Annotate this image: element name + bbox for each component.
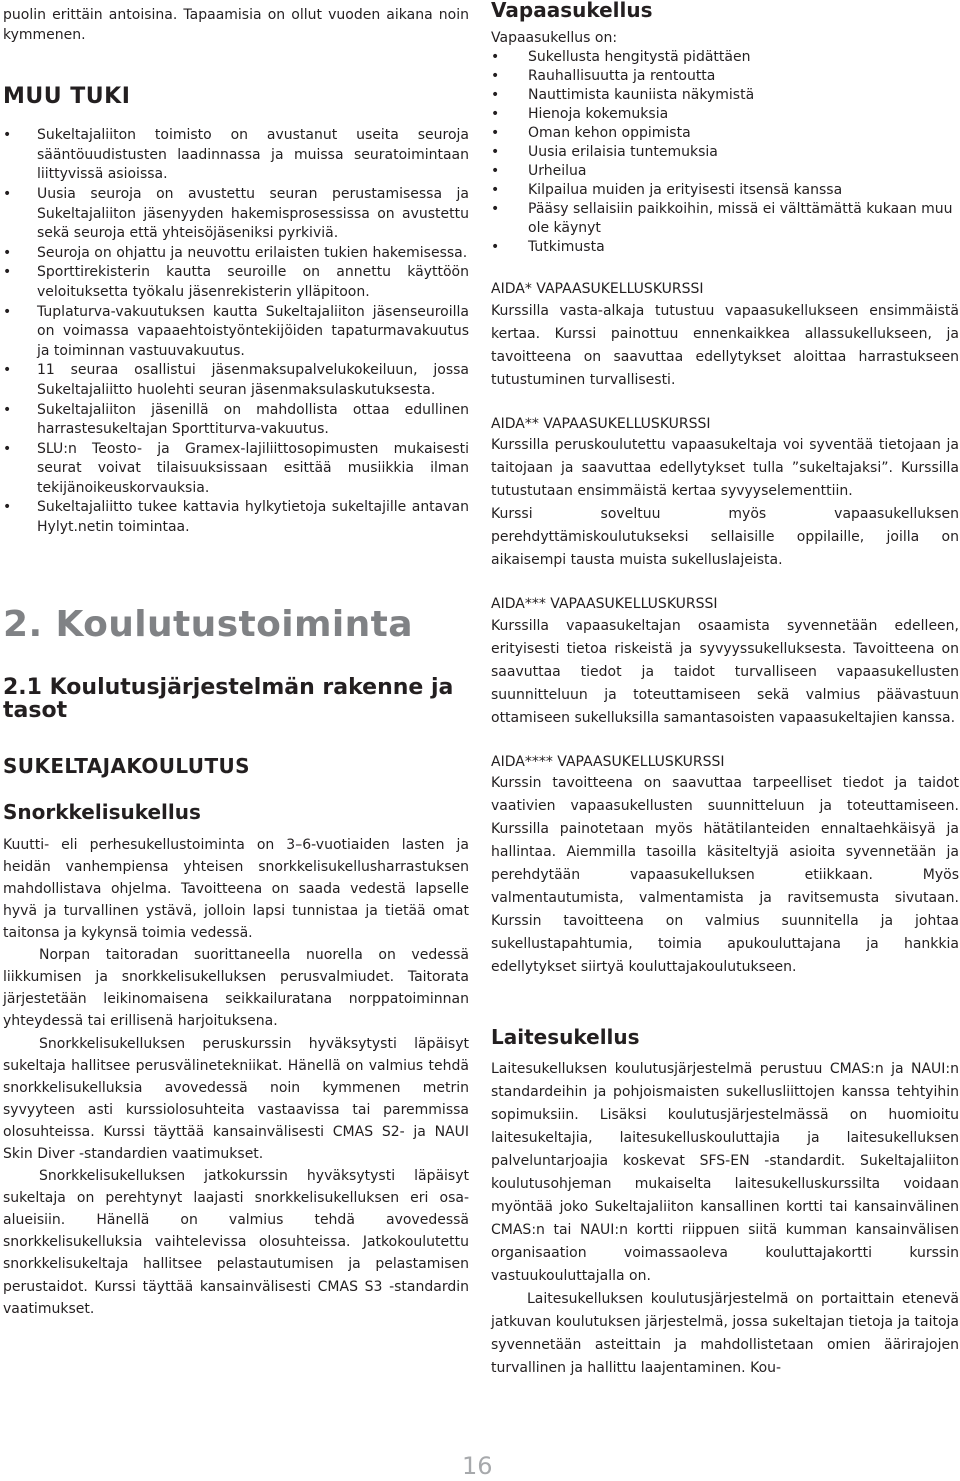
list-item: • Sukellusta hengitystä pidättäen	[491, 48, 959, 67]
course-title: AIDA**** VAPAASUKELLUSKURSSI	[491, 753, 725, 770]
list-item: • Nauttimista kauniista näkymistä	[491, 86, 959, 105]
course-title: AIDA*** VAPAASUKELLUSKURSSI	[491, 596, 718, 613]
list-item: • Pääsy sellaisiin paikkoihin, missä ei välttämättä kukaan muu ole käynyt	[491, 200, 959, 238]
snorkkeli-body	[3, 834, 469, 1320]
course-aida4	[491, 753, 959, 980]
laite-heading: Laitesukellus	[491, 1025, 640, 1050]
list-item: • Seuroja on ohjattu ja neuvottu erilaisten tukien hakemisessa.	[3, 244, 469, 264]
list-item: • Oman kehon oppimista	[491, 124, 959, 143]
paragraph: Snorkkelisukelluksen jatkokurssin hyväksytysti läpäisyt sukeltaja on perehtynyt laajasti snorkkelisukelluksen eri osa-alueisiin. Hänellä on valmius tehdä avovedessä snorkkelisukelluksia vaihtelevissa olosuhteissa. Jatkokoulutettu snorkkelisukeltaja hallitsee pelastautumisen ja pelastamisen perustaidot. Kurssi täyttää kansainvälisesti CMAS S3 -standardin vaatimukset.	[3, 1168, 469, 1317]
paragraph: Norpan taitoradan suorittaneella nuorella on vedessä liikkumisen ja snorkkelisukelluksen perusvalmiudet. Taitorata järjestetään leikinomaisena seikkailuratana norppatoiminnan yhteydessä tai erillisenä harjoituksena.	[3, 947, 469, 1030]
paragraph: Laitesukelluksen koulutusjärjestelmä perustuu CMAS:n ja NAUI:n standardeihin ja pohjoismaisten sukellusliittojen kanssa tehtyihin sopimuksiin. Lisäksi koulutusjärjestelmässä on huomioitu laitesukeltajia, laitesukelluskouluttajia ja laitesukelluksen palveluntarjoajia koskevat SFS-EN -standardit. Sukeltajaliiton koulutusohjeman mukaiselta laitesukelluskurssilta voidaan myöntää joko Sukeltajaliiton kansallinen kortti tai kansainvälinen CMAS:n tai NAUI:n kortti riippuen siitä kumman kansainvälisen organisaation voimassaoleva kouluttajakortti kurssin vastuukouluttajalla on.	[491, 1061, 959, 1285]
paragraph: Snorkkelisukelluksen peruskurssin hyväksytysti läpäisyt sukeltaja hallitsee perusvälinetekniikat. Hänellä on valmius tehdä snorkkelisukelluksia avovedessä noin kymmenen metrin syvyyteen asti kurssiolosuhteita vastaavissa tai paremmissa olosuhteissa. Kurssi täyttää kansainvälisesti CMAS S2- ja NAUI Skin Diver -standardien vaatimukset.	[3, 1035, 469, 1162]
paragraph: Kurssi soveltuu myös vapaasukelluksen perehdyttämiskoulutukseksi sellaisille oppilaille, joilla on aikaisempi tausta muista sukelluslajeista.	[491, 506, 959, 569]
list-item: • Rauhallisuutta ja rentoutta	[491, 67, 959, 86]
vapaa-list	[491, 48, 959, 257]
category-title: SUKELTAJAKOULUTUS	[3, 753, 250, 778]
chapter-title: 2. Koulutustoiminta	[3, 603, 413, 645]
paragraph: Kurssilla vasta-alkaja tutustuu vapaasukellukseen ensimmäistä kertaa. Kurssi painottuu ennenkaikkea allassukellukseen, ja tavoitteena on saavuttaa edellytykset aloittaa harrastukseen tutustuminen turvallisesti.	[491, 302, 959, 388]
muu-tuki-list	[3, 126, 469, 537]
list-item: • 11 seuraa osallistui jäsenmaksupalvelukokeiluun, jossa Sukeltajaliitto huolehti seuran jäsenmaksulaskutuksesta.	[3, 361, 469, 400]
list-item: • Tutkimusta	[491, 238, 959, 257]
list-item: • SLU:n Teosto- ja Gramex-lajiliittosopimusten mukaisesti seurat voivat tilaisuuksissaan esittää musiikkia ilman tekijänoikeuskorvauksia.	[3, 440, 469, 499]
list-item: • Hienoja kokemuksia	[491, 105, 959, 124]
vapaa-intro: Vapaasukellus on:	[491, 30, 618, 46]
paragraph: Kurssin tavoitteena on saavuttaa tarpeelliset tiedot ja taidot vaativien vapaasukellusten suunnitteluun ja toteuttamiseen. Kurssilla painotetaan myös hätätilanteiden ennaltaehkäisyä ja hallintaa. Aiemmilla tasoilla käsiteltyjä asioita syvennetään ja perehdytään vapaasukelluksen etiikkaan. Myös valmentautumista, valmentamista ja ravitsemusta sivutaan. Kurssin tavoitteena on valmius suunnitella ja johtaa sukellustapahtumia, toimia apukouluttajana ja hankkia edellytykset siirtyä kouluttajakoulutukseen.	[491, 775, 959, 976]
paragraph: Kuutti- eli perhesukellustoiminta on 3–6-vuotiaiden lasten ja heidän vanhempiensa yhteisen snorkkelisukellusharrastuksen mahdollistava ohjelma. Tavoitteena on saada vedestä lapselle hyvä ja turvallinen ystävä, jolloin lapsi tunnistaa ja tietää omat taitonsa ja kykynsä toimia vedessä.	[3, 836, 469, 942]
right-column	[491, 0, 959, 1380]
list-item: • Sukeltajaliitto tukee kattavia hylkytietoja sukeltajille antavan Hylyt.netin toimintaa.	[3, 498, 469, 537]
laite-body	[491, 1058, 959, 1380]
section-title: 2.1 Koulutusjärjestelmän rakenne ja tasot	[3, 674, 454, 723]
list-item: • Kilpailua muiden ja erityisesti itsensä kanssa	[491, 181, 959, 200]
list-item: • Urheilua	[491, 162, 959, 181]
course-aida1	[491, 280, 959, 392]
list-item: • Tuplaturva-vakuutuksen kautta Sukeltajaliiton jäsenseuroilla on voimassa vapaaehtoistyöntekijöiden tapaturmavakuutus ja toiminnan vastuuvakuutus.	[3, 303, 469, 362]
snorkkeli-heading: Snorkkelisukellus	[3, 799, 201, 824]
paragraph: Kurssilla peruskoulutettu vapaasukeltaja voi syventää tietojaan ja taitojaan ja saavuttaa edellytykset tulla ”sukeltajaksi”. Kurssilla tutustutaan ensimmäistä kertaa syvyyselementtiin.	[491, 437, 959, 500]
list-item: • Uusia seuroja on avustettu seuran perustamisessa ja Sukeltajaliiton jäsenyyden hakemisprosessissa on avustettu sekä seuroja että yhteisöjäseniksi pyrkiviä.	[3, 185, 469, 244]
course-aida2	[491, 415, 959, 573]
list-item: • Uusia erilaisia tuntemuksia	[491, 143, 959, 162]
course-aida3	[491, 595, 959, 730]
page-number: 16	[462, 1452, 493, 1480]
list-item: • Sukeltajaliiton jäsenillä on mahdollista ottaa edullinen harrastesukeltajan Sporttiturva-vakuutus.	[3, 401, 469, 440]
paragraph: Kurssilla vapaasukeltajan osaamista syvennetään edelleen, erityisesti tietoa riskeistä ja syvyyssukelluksesta. Tavoitteena on saavuttaa tiedot ja taidot turvalliseen vapaasukellusten suunnitteluun ja toteuttamiseen sekä valmius päävastuun ottamiseen sukelluksilla samantasoisten vapaasukeltajien kanssa.	[491, 617, 959, 726]
paragraph: Laitesukelluksen koulutusjärjestelmä on portaittain etenevä jatkuvan koulutuksen järjestelmä, jossa sukeltajan tietoja ja taitoja syvennetään asteittain ja mahdollistetaan omien äärirajojen turvallinen ja hallittu laajentaminen. Kou-	[491, 1291, 959, 1377]
course-title: AIDA** VAPAASUKELLUSKURSSI	[491, 415, 711, 432]
list-item: • Sukeltajaliiton toimisto on avustanut useita seuroja sääntöuudistusten laadinnassa ja muissa seuratoimintaan liittyvissä asioissa.	[3, 126, 469, 185]
course-title: AIDA* VAPAASUKELLUSKURSSI	[491, 281, 704, 297]
list-item: • Sporttirekisterin kautta seuroille on annettu käyttöön veloituksetta työkalu jäsenrekisterin ylläpitoon.	[3, 263, 469, 302]
vapaa-heading: Vapaasukellus	[491, 0, 653, 22]
intro-text: puolin erittäin antoisina. Tapaamisia on ollut vuoden aikana noin kymmenen.	[3, 7, 469, 43]
left-column	[3, 0, 469, 1320]
muu-tuki-heading: MUU TUKI	[3, 84, 131, 110]
